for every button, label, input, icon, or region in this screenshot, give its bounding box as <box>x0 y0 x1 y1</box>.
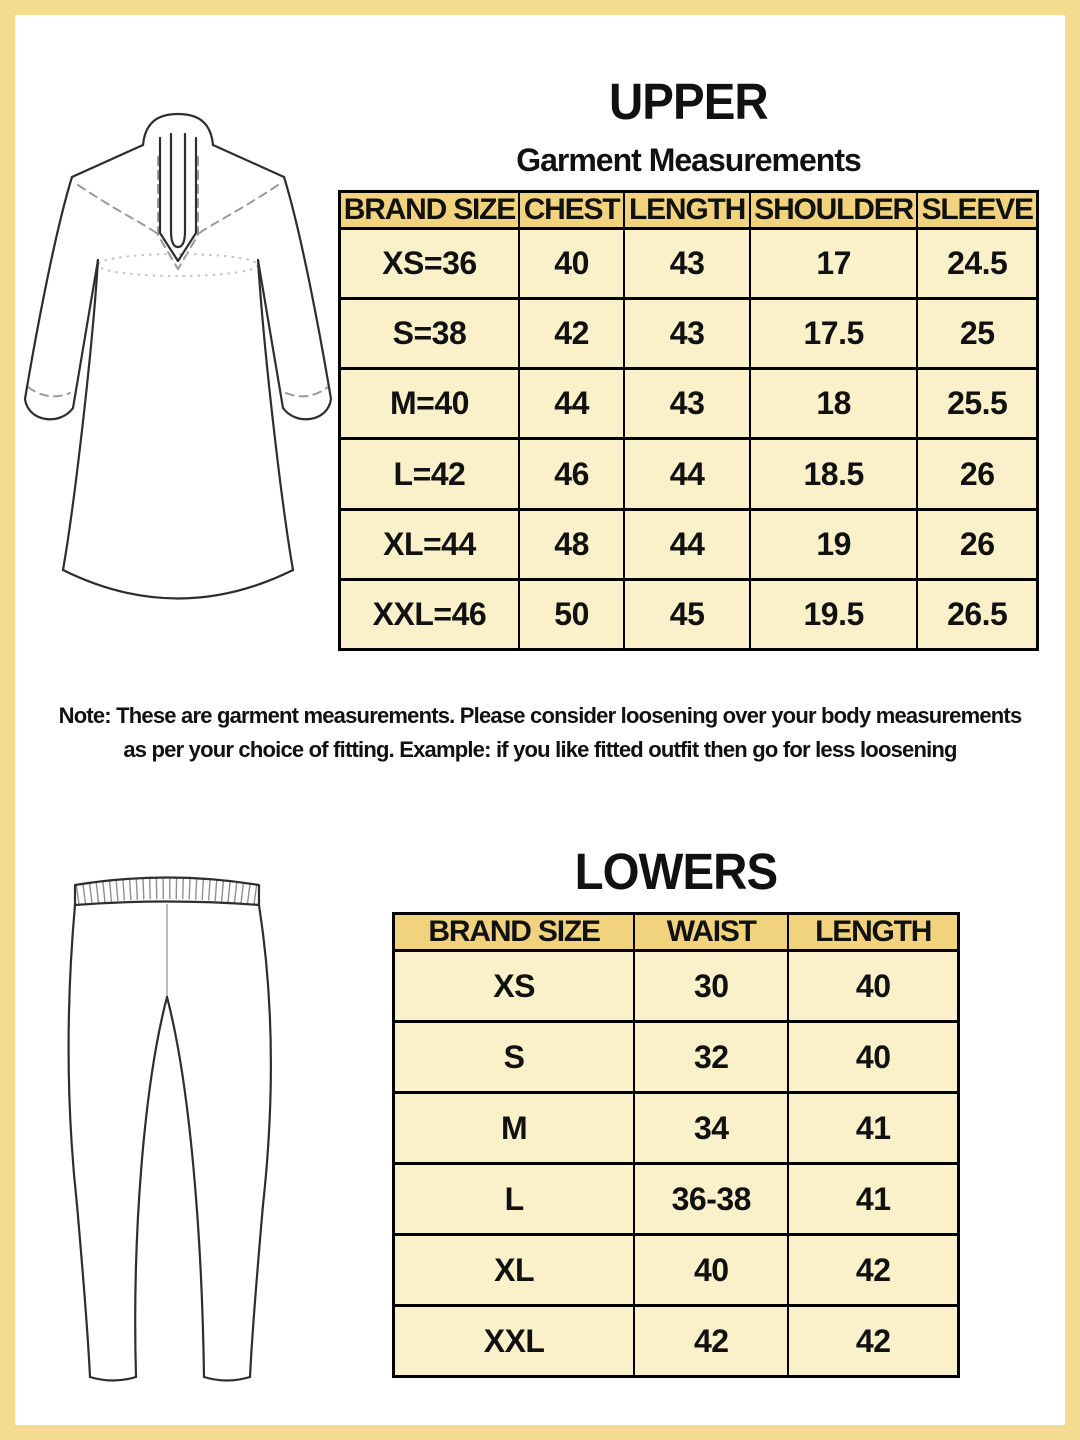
leggings-illustration-icon <box>60 865 280 1390</box>
table-cell: 44 <box>624 439 750 509</box>
table-row <box>340 229 1038 299</box>
table-cell: 40 <box>788 1022 958 1093</box>
column-header: SHOULDER <box>750 192 918 229</box>
table-row <box>394 951 959 1022</box>
table-cell: XL <box>394 1235 635 1306</box>
table-cell: 43 <box>624 229 750 299</box>
table-cell: XS=36 <box>340 229 519 299</box>
table-cell: 17.5 <box>750 299 918 369</box>
table-cell: 32 <box>634 1022 788 1093</box>
column-header: LENGTH <box>624 192 750 229</box>
table-cell: 25 <box>917 299 1037 369</box>
table-row <box>394 1306 959 1377</box>
column-header: CHEST <box>519 192 624 229</box>
table-cell: 40 <box>519 229 624 299</box>
table-cell: XXL=46 <box>340 579 519 649</box>
table-cell: 42 <box>519 299 624 369</box>
table-cell: 40 <box>788 951 958 1022</box>
table-cell: 42 <box>788 1235 958 1306</box>
table-cell: M=40 <box>340 369 519 439</box>
table-cell: 25.5 <box>917 369 1037 439</box>
table-cell: 30 <box>634 951 788 1022</box>
table-row <box>340 299 1038 369</box>
table-cell: 43 <box>624 369 750 439</box>
table-cell: 42 <box>634 1306 788 1377</box>
lowers-size-table <box>392 912 960 1378</box>
kurta-illustration-icon <box>22 105 347 655</box>
table-cell: 19 <box>750 509 918 579</box>
table-cell: 19.5 <box>750 579 918 649</box>
table-row <box>340 509 1038 579</box>
note-line-2: as per your choice of fitting. Example: if you like fitted outfit then go for less loosening <box>123 737 957 762</box>
table-cell: XS <box>394 951 635 1022</box>
table-cell: 43 <box>624 299 750 369</box>
lowers-section-title <box>392 843 960 900</box>
table-cell: 41 <box>788 1093 958 1164</box>
table-cell: S=38 <box>340 299 519 369</box>
upper-size-table <box>338 190 1039 651</box>
table-cell: 18 <box>750 369 918 439</box>
table-cell: 44 <box>519 369 624 439</box>
table-cell: 26 <box>917 439 1037 509</box>
table-cell: M <box>394 1093 635 1164</box>
table-cell: 41 <box>788 1164 958 1235</box>
table-row <box>394 1093 959 1164</box>
table-cell: 18.5 <box>750 439 918 509</box>
table-cell: 26.5 <box>917 579 1037 649</box>
table-cell: S <box>394 1022 635 1093</box>
lowers-table-header-row <box>394 914 959 951</box>
table-row <box>340 439 1038 509</box>
table-cell: 36-38 <box>634 1164 788 1235</box>
table-row <box>394 1022 959 1093</box>
column-header: BRAND SIZE <box>340 192 519 229</box>
table-cell: 40 <box>634 1235 788 1306</box>
column-header: BRAND SIZE <box>394 914 635 951</box>
table-cell: 48 <box>519 509 624 579</box>
upper-section-title <box>338 73 1039 130</box>
table-cell: 45 <box>624 579 750 649</box>
column-header: SLEEVE <box>917 192 1037 229</box>
table-cell: 46 <box>519 439 624 509</box>
table-cell: L=42 <box>340 439 519 509</box>
table-cell: 44 <box>624 509 750 579</box>
note-text <box>15 699 1065 767</box>
note-line-1: Note: These are garment measurements. Please consider loosening over your body measurements <box>58 703 1022 728</box>
column-header: LENGTH <box>788 914 958 951</box>
upper-title-text: UPPER <box>609 73 768 130</box>
table-cell: 34 <box>634 1093 788 1164</box>
lowers-title-text: LOWERS <box>574 843 778 900</box>
table-cell: 24.5 <box>917 229 1037 299</box>
table-cell: 26 <box>917 509 1037 579</box>
column-header: WAIST <box>634 914 788 951</box>
table-cell: XXL <box>394 1306 635 1377</box>
table-row <box>394 1164 959 1235</box>
table-cell: 17 <box>750 229 918 299</box>
table-cell: XL=44 <box>340 509 519 579</box>
table-row <box>340 369 1038 439</box>
table-cell: 42 <box>788 1306 958 1377</box>
upper-table-header-row <box>340 192 1038 229</box>
upper-subtitle: Garment Measurements <box>516 142 861 178</box>
table-cell: L <box>394 1164 635 1235</box>
table-row <box>340 579 1038 649</box>
table-row <box>394 1235 959 1306</box>
table-cell: 50 <box>519 579 624 649</box>
